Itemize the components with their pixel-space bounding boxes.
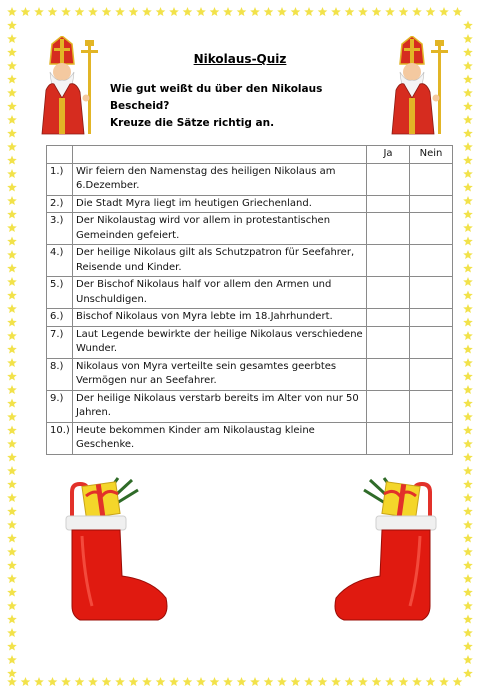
border-star (463, 372, 473, 381)
row-statement: Heute bekommen Kinder am Nikolaustag kleine Geschenke. (73, 422, 367, 454)
row-number: 7.) (47, 326, 73, 358)
border-star (463, 439, 473, 448)
quiz-table (46, 145, 453, 455)
border-star (372, 7, 382, 16)
border-star (463, 250, 473, 259)
border-star (88, 677, 98, 686)
border-star (439, 677, 449, 686)
border-star (7, 507, 17, 516)
border-star (453, 677, 463, 686)
border-star (7, 426, 17, 435)
border-star (7, 250, 17, 259)
border-star (34, 677, 44, 686)
border-star (7, 169, 17, 178)
border-star (21, 677, 31, 686)
answer-nein-cell[interactable] (410, 326, 453, 358)
border-star (7, 7, 17, 16)
border-star (385, 677, 395, 686)
border-star (318, 7, 328, 16)
table-row (47, 195, 453, 213)
header-statement (73, 146, 367, 164)
row-statement: Bischof Nikolaus von Myra lebte im 18.Jahrhundert. (73, 309, 367, 327)
border-star (399, 7, 409, 16)
border-star (7, 466, 17, 475)
row-statement: Der Bischof Nikolaus half vor allem den Armen und Unschuldigen. (73, 277, 367, 309)
border-star (277, 677, 287, 686)
border-star (7, 291, 17, 300)
border-star (61, 677, 71, 686)
border-star (7, 210, 17, 219)
row-number: 8.) (47, 358, 73, 390)
border-star (115, 7, 125, 16)
answer-ja-cell[interactable] (367, 326, 410, 358)
border-star (463, 264, 473, 273)
border-star (7, 669, 17, 678)
border-star (7, 453, 17, 462)
answer-nein-cell[interactable] (410, 422, 453, 454)
border-star (7, 345, 17, 354)
border-star (463, 142, 473, 151)
border-star (331, 7, 341, 16)
border-star (463, 183, 473, 192)
border-star (463, 115, 473, 124)
border-star (463, 169, 473, 178)
border-star (463, 385, 473, 394)
border-star (210, 7, 220, 16)
border-star (264, 7, 274, 16)
border-star (7, 21, 17, 30)
row-number: 6.) (47, 309, 73, 327)
border-star (7, 480, 17, 489)
row-statement: Der Nikolaustag wird vor allem in protestantischen Gemeinden gefeiert. (73, 213, 367, 245)
border-star (156, 677, 166, 686)
answer-ja-cell[interactable] (367, 195, 410, 213)
border-star (223, 7, 233, 16)
row-statement: Laut Legende bewirkte der heilige Nikolaus verschiedene Wunder. (73, 326, 367, 358)
border-star (463, 574, 473, 583)
border-star (237, 677, 247, 686)
border-star (7, 277, 17, 286)
border-star (7, 385, 17, 394)
border-star (7, 520, 17, 529)
intro-line-2: Kreuze die Sätze richtig an. (110, 117, 275, 129)
border-star (463, 318, 473, 327)
table-row (47, 358, 453, 390)
answer-ja-cell[interactable] (367, 163, 410, 195)
answer-ja-cell[interactable] (367, 422, 410, 454)
border-star (439, 7, 449, 16)
border-star (169, 677, 179, 686)
table-row (47, 390, 453, 422)
table-row (47, 326, 453, 358)
border-star (463, 21, 473, 30)
answer-nein-cell[interactable] (410, 390, 453, 422)
row-number: 5.) (47, 277, 73, 309)
border-star (463, 601, 473, 610)
border-star (7, 601, 17, 610)
table-row (47, 277, 453, 309)
border-star (196, 677, 206, 686)
border-star (156, 7, 166, 16)
nikolaus-bishop-icon (30, 36, 102, 136)
border-star (48, 677, 58, 686)
border-star (463, 615, 473, 624)
border-star (463, 547, 473, 556)
border-star (331, 677, 341, 686)
row-number: 1.) (47, 163, 73, 195)
border-star (237, 7, 247, 16)
border-star (183, 7, 193, 16)
page-title: Nikolaus-Quiz (193, 52, 287, 66)
border-star (75, 677, 85, 686)
border-star (7, 561, 17, 570)
border-star (345, 677, 355, 686)
table-row (47, 309, 453, 327)
row-number: 10.) (47, 422, 73, 454)
answer-ja-cell[interactable] (367, 309, 410, 327)
border-star (463, 642, 473, 651)
border-star (7, 223, 17, 232)
header-num (47, 146, 73, 164)
border-star (264, 677, 274, 686)
border-star (463, 156, 473, 165)
border-star (412, 7, 422, 16)
border-star (291, 677, 301, 686)
answer-ja-cell[interactable] (367, 213, 410, 245)
answer-ja-cell[interactable] (367, 277, 410, 309)
row-number: 4.) (47, 245, 73, 277)
border-star (463, 237, 473, 246)
header-ja: Ja (367, 146, 410, 164)
border-star (463, 466, 473, 475)
table-row (47, 245, 453, 277)
row-statement: Nikolaus von Myra verteilte sein gesamtes geerbtes Vermögen nur an Seefahrer. (73, 358, 367, 390)
nikolaus-boot-icon (330, 476, 440, 626)
border-star (463, 358, 473, 367)
border-star (223, 677, 233, 686)
border-star (463, 426, 473, 435)
border-star (463, 129, 473, 138)
border-star (304, 7, 314, 16)
border-star (7, 237, 17, 246)
border-star (463, 561, 473, 570)
border-star (7, 304, 17, 313)
border-star (463, 669, 473, 678)
border-star (129, 7, 139, 16)
border-star (463, 88, 473, 97)
answer-nein-cell[interactable] (410, 309, 453, 327)
border-star (358, 7, 368, 16)
row-number: 2.) (47, 195, 73, 213)
row-statement: Wir feiern den Namenstag des heiligen Nikolaus am 6.Dezember. (73, 163, 367, 195)
answer-ja-cell[interactable] (367, 390, 410, 422)
border-star (463, 102, 473, 111)
border-star (358, 677, 368, 686)
border-star (7, 534, 17, 543)
border-star (102, 7, 112, 16)
row-statement: Der heilige Nikolaus verstarb bereits im Alter von nur 50 Jahren. (73, 390, 367, 422)
border-star (463, 196, 473, 205)
border-star (463, 210, 473, 219)
border-star (250, 677, 260, 686)
border-star (48, 7, 58, 16)
border-star (34, 7, 44, 16)
border-star (7, 75, 17, 84)
intro-text (110, 81, 380, 132)
border-star (142, 677, 152, 686)
border-star (345, 7, 355, 16)
row-statement: Die Stadt Myra liegt im heutigen Griechenland. (73, 195, 367, 213)
border-star (7, 655, 17, 664)
table-header-row (47, 146, 453, 164)
border-star (7, 588, 17, 597)
border-star (7, 628, 17, 637)
border-star (7, 88, 17, 97)
border-star (277, 7, 287, 16)
border-star (463, 75, 473, 84)
answer-ja-cell[interactable] (367, 358, 410, 390)
nikolaus-boot-icon (62, 476, 172, 626)
border-star (463, 588, 473, 597)
border-star (88, 7, 98, 16)
border-star (463, 399, 473, 408)
border-star (463, 480, 473, 489)
border-star (7, 547, 17, 556)
border-star (7, 642, 17, 651)
border-star (210, 677, 220, 686)
nikolaus-bishop-icon (380, 36, 452, 136)
border-star (372, 677, 382, 686)
border-star (7, 183, 17, 192)
border-star (463, 304, 473, 313)
border-star (61, 7, 71, 16)
border-star (463, 534, 473, 543)
border-star (7, 399, 17, 408)
border-star (463, 628, 473, 637)
border-star (7, 677, 17, 686)
answer-nein-cell[interactable] (410, 245, 453, 277)
table-row (47, 422, 453, 454)
border-star (7, 615, 17, 624)
border-star (250, 7, 260, 16)
border-star (463, 493, 473, 502)
border-star (7, 318, 17, 327)
border-star (7, 102, 17, 111)
border-star (304, 677, 314, 686)
header-nein: Nein (410, 146, 453, 164)
border-star (463, 223, 473, 232)
border-star (7, 142, 17, 151)
border-star (7, 412, 17, 421)
border-star (463, 277, 473, 286)
answer-nein-cell[interactable] (410, 195, 453, 213)
border-star (102, 677, 112, 686)
border-star (75, 7, 85, 16)
border-star (412, 677, 422, 686)
border-star (7, 264, 17, 273)
border-star (129, 677, 139, 686)
border-star (463, 291, 473, 300)
border-star (463, 507, 473, 516)
border-star (453, 7, 463, 16)
border-star (115, 677, 125, 686)
border-star (399, 677, 409, 686)
border-star (196, 7, 206, 16)
border-star (7, 196, 17, 205)
row-number: 9.) (47, 390, 73, 422)
border-star (463, 345, 473, 354)
border-star (7, 358, 17, 367)
border-star (142, 7, 152, 16)
border-star (463, 331, 473, 340)
border-star (7, 493, 17, 502)
row-number: 3.) (47, 213, 73, 245)
answer-nein-cell[interactable] (410, 213, 453, 245)
border-star (7, 574, 17, 583)
table-row (47, 163, 453, 195)
border-star (463, 655, 473, 664)
intro-line-1: Wie gut weißt du über den Nikolaus Bescheid? (110, 83, 323, 112)
border-star (463, 34, 473, 43)
border-star (426, 7, 436, 16)
border-star (7, 331, 17, 340)
answer-ja-cell[interactable] (367, 245, 410, 277)
border-star (291, 7, 301, 16)
border-star (7, 129, 17, 138)
border-star (7, 156, 17, 165)
border-star (426, 677, 436, 686)
border-star (7, 439, 17, 448)
border-star (7, 34, 17, 43)
row-statement: Der heilige Nikolaus gilt als Schutzpatron für Seefahrer, Reisende und Kinder. (73, 245, 367, 277)
border-star (169, 7, 179, 16)
border-star (463, 520, 473, 529)
border-star (7, 115, 17, 124)
border-star (21, 7, 31, 16)
answer-nein-cell[interactable] (410, 277, 453, 309)
answer-nein-cell[interactable] (410, 358, 453, 390)
table-row (47, 213, 453, 245)
border-star (463, 412, 473, 421)
border-star (318, 677, 328, 686)
border-star (183, 677, 193, 686)
border-star (463, 453, 473, 462)
answer-nein-cell[interactable] (410, 163, 453, 195)
border-star (7, 372, 17, 381)
border-star (385, 7, 395, 16)
